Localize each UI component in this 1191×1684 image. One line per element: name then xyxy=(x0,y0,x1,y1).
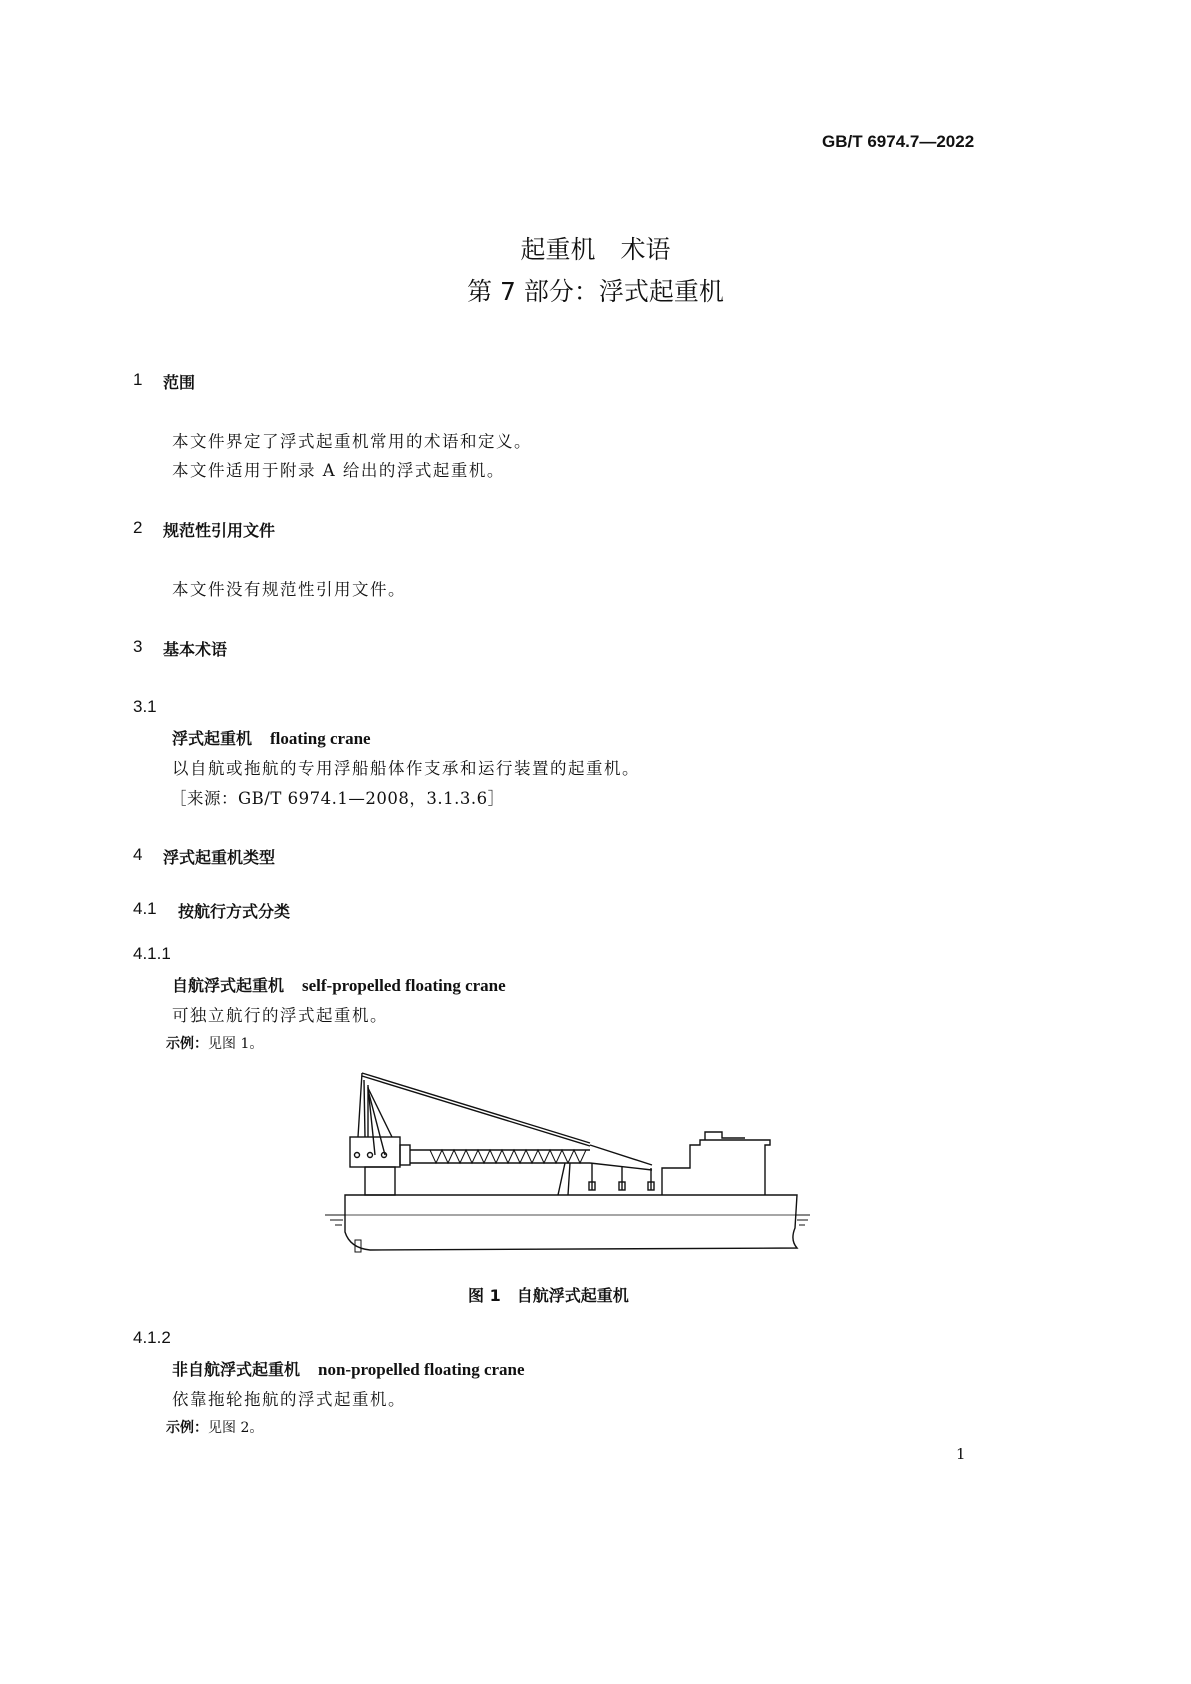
ship-hull xyxy=(345,1195,797,1250)
section-heading: 规范性引用文件 xyxy=(163,521,276,540)
clause-number: 4.1.2 xyxy=(133,1328,171,1347)
figure-caption: 图 1 自航浮式起重机 xyxy=(468,1286,629,1305)
definition: 依靠拖轮拖航的浮式起重机。 xyxy=(172,1390,406,1409)
section-number: 4 xyxy=(133,845,143,864)
section-heading: 基本术语 xyxy=(163,640,228,659)
example-label: 示例： xyxy=(166,1036,208,1052)
standard-number: GB/T 6974.7—2022 xyxy=(822,132,975,151)
example-text: 见图 1。 xyxy=(208,1036,264,1052)
section-number: 1 xyxy=(133,370,143,389)
paragraph: 本文件适用于附录 A 给出的浮式起重机。 xyxy=(172,461,505,480)
definition: 以自航或拖航的专用浮船船体作支承和运行装置的起重机。 xyxy=(172,759,640,778)
example-text: 见图 2。 xyxy=(208,1420,264,1436)
document-title-line1: 起重机 术语 xyxy=(520,235,671,264)
section-number: 2 xyxy=(133,518,143,537)
term-entry xyxy=(172,1357,525,1380)
section-heading: 范围 xyxy=(163,373,196,392)
clause-number: 4.1 xyxy=(133,899,157,918)
paragraph: 本文件没有规范性引用文件。 xyxy=(172,580,406,599)
clause-number: 4.1.1 xyxy=(133,944,171,963)
term-en: floating crane xyxy=(270,729,371,748)
definition: 可独立航行的浮式起重机。 xyxy=(172,1006,388,1025)
section-heading: 浮式起重机类型 xyxy=(163,848,276,867)
clause-heading: 按航行方式分类 xyxy=(178,902,291,921)
document-title-line2: 第 7 部分：浮式起重机 xyxy=(467,277,724,306)
example-label: 示例： xyxy=(166,1420,208,1436)
term-cn: 浮式起重机 xyxy=(172,729,253,748)
term-en: self-propelled floating crane xyxy=(302,976,506,995)
clause-number: 3.1 xyxy=(133,697,157,716)
term-en: non-propelled floating crane xyxy=(318,1360,525,1379)
paragraph: 本文件界定了浮式起重机常用的术语和定义。 xyxy=(172,432,532,451)
example-note xyxy=(166,1417,263,1437)
term-cn: 自航浮式起重机 xyxy=(172,976,285,995)
ship-superstructure xyxy=(662,1140,770,1195)
section-number: 3 xyxy=(133,637,143,656)
waterline-icon xyxy=(325,1215,810,1225)
page-number: 1 xyxy=(956,1445,966,1463)
source-note: ［来源：GB/T 6974.1—2008，3.1.3.6］ xyxy=(170,789,505,808)
term-cn: 非自航浮式起重机 xyxy=(172,1360,301,1379)
